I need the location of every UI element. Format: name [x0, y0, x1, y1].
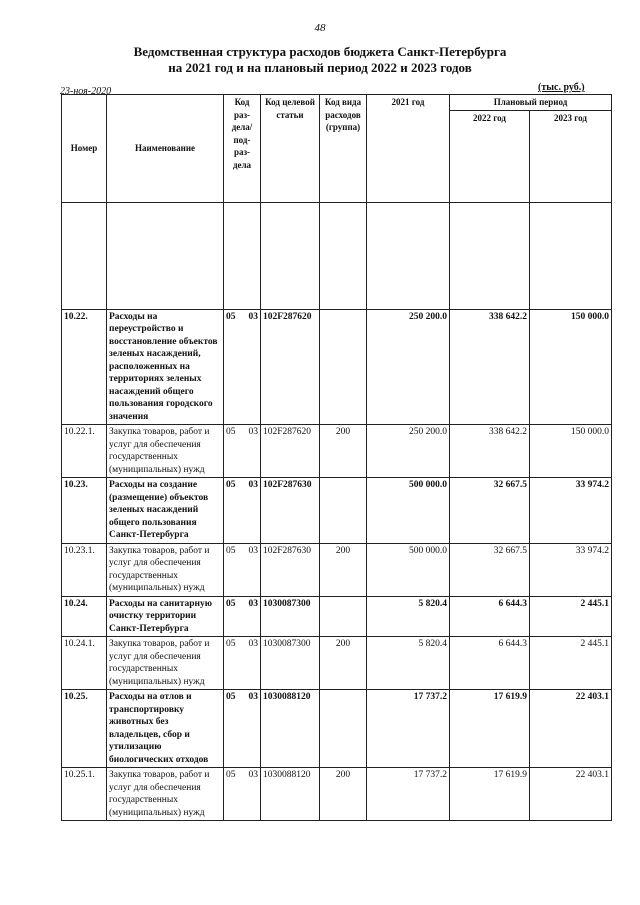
table-row [62, 596, 612, 637]
row-value-2022: 32 667.5 [450, 543, 530, 596]
row-number: 10.25. [62, 690, 107, 768]
row-value-2023: 22 403.1 [530, 768, 612, 821]
row-number: 10.24. [62, 596, 107, 637]
row-target: 102F287630 [261, 543, 320, 596]
row-subsection: 03 [242, 768, 261, 821]
header-2022: 2022 год [450, 110, 530, 202]
row-expense-type [320, 596, 367, 637]
row-number: 10.22. [62, 309, 107, 425]
row-number: 10.23.1. [62, 543, 107, 596]
row-value-2021: 17 737.2 [367, 768, 450, 821]
row-expense-type: 200 [320, 425, 367, 478]
row-name: Расходы на переустройство и восстановление объектов зеленых насаждений, расположенных на территориях зеленых насаждений общего пользования городского значения [107, 309, 224, 425]
row-subsection: 03 [242, 309, 261, 425]
header-planned: Плановый период [450, 95, 612, 111]
row-expense-type [320, 478, 367, 544]
row-value-2021: 250 200.0 [367, 425, 450, 478]
row-target: 1030088120 [261, 690, 320, 768]
title-line-2: на 2021 год и на плановый период 2022 и 2023 годов [168, 60, 472, 75]
row-value-2021: 500 000.0 [367, 543, 450, 596]
document-title [0, 44, 640, 76]
row-name: Закупка товаров, работ и услуг для обеспечения государственных (муниципальных) нужд [107, 637, 224, 690]
row-subsection: 03 [242, 543, 261, 596]
header-name: Наименование [107, 95, 224, 203]
row-expense-type [320, 690, 367, 768]
units-label: (тыс. руб.) [538, 82, 585, 93]
row-number: 10.25.1. [62, 768, 107, 821]
table-row [62, 543, 612, 596]
row-target: 102F287630 [261, 478, 320, 544]
table-row [62, 690, 612, 768]
row-subsection: 03 [242, 425, 261, 478]
row-value-2022: 338 642.2 [450, 425, 530, 478]
row-value-2022: 6 644.3 [450, 596, 530, 637]
row-section: 05 [224, 543, 242, 596]
row-subsection: 03 [242, 690, 261, 768]
row-subsection: 03 [242, 478, 261, 544]
row-name: Закупка товаров, работ и услуг для обеспечения государственных (муниципальных) нужд [107, 768, 224, 821]
row-subsection: 03 [242, 596, 261, 637]
row-value-2022: 6 644.3 [450, 637, 530, 690]
document-date: 23-ноя-2020 [60, 86, 112, 97]
row-number: 10.22.1. [62, 425, 107, 478]
row-expense-type: 200 [320, 543, 367, 596]
page-number: 48 [314, 22, 326, 34]
row-target: 1030088120 [261, 768, 320, 821]
row-section: 05 [224, 425, 242, 478]
row-value-2023: 33 974.2 [530, 478, 612, 544]
spacer-row [62, 202, 612, 309]
table-row [62, 637, 612, 690]
row-value-2023: 150 000.0 [530, 309, 612, 425]
row-section: 05 [224, 596, 242, 637]
row-section: 05 [224, 309, 242, 425]
header-expense-type: Код вида расходов (группа) [320, 95, 367, 203]
budget-table [61, 94, 612, 821]
row-value-2021: 250 200.0 [367, 309, 450, 425]
header-number: Номер [62, 95, 107, 203]
row-value-2021: 5 820.4 [367, 637, 450, 690]
row-section: 05 [224, 478, 242, 544]
row-name: Закупка товаров, работ и услуг для обеспечения государственных (муниципальных) нужд [107, 425, 224, 478]
row-value-2023: 150 000.0 [530, 425, 612, 478]
row-target: 102F287620 [261, 309, 320, 425]
row-value-2023: 33 974.2 [530, 543, 612, 596]
table-row [62, 768, 612, 821]
row-value-2022: 17 619.9 [450, 690, 530, 768]
header-2023: 2023 год [530, 110, 612, 202]
row-subsection: 03 [242, 637, 261, 690]
row-value-2021: 5 820.4 [367, 596, 450, 637]
row-target: 1030087300 [261, 596, 320, 637]
row-value-2023: 2 445.1 [530, 637, 612, 690]
row-expense-type [320, 309, 367, 425]
row-name: Расходы на отлов и транспортировку животных без владельцев, сбор и утилизацию биологических отходов [107, 690, 224, 768]
row-target: 102F287620 [261, 425, 320, 478]
row-number: 10.23. [62, 478, 107, 544]
header-section: Код раз- дела/ под- раз- дела [224, 95, 261, 203]
table-row [62, 425, 612, 478]
row-value-2021: 500 000.0 [367, 478, 450, 544]
row-value-2023: 22 403.1 [530, 690, 612, 768]
row-expense-type: 200 [320, 637, 367, 690]
row-name: Расходы на создание (размещение) объектов зеленых насаждений общего пользования Санкт-Петербурга [107, 478, 224, 544]
row-expense-type: 200 [320, 768, 367, 821]
row-value-2023: 2 445.1 [530, 596, 612, 637]
row-number: 10.24.1. [62, 637, 107, 690]
row-value-2021: 17 737.2 [367, 690, 450, 768]
table-row [62, 478, 612, 544]
row-name: Закупка товаров, работ и услуг для обеспечения государственных (муниципальных) нужд [107, 543, 224, 596]
row-section: 05 [224, 690, 242, 768]
header-2021: 2021 год [367, 95, 450, 203]
row-value-2022: 32 667.5 [450, 478, 530, 544]
row-section: 05 [224, 768, 242, 821]
table-row [62, 309, 612, 425]
row-name: Расходы на санитарную очистку территории Санкт-Петербурга [107, 596, 224, 637]
title-line-1: Ведомственная структура расходов бюджета Санкт-Петербурга [133, 44, 507, 59]
header-target: Код целевой статьи [261, 95, 320, 203]
row-value-2022: 338 642.2 [450, 309, 530, 425]
row-section: 05 [224, 637, 242, 690]
row-target: 1030087300 [261, 637, 320, 690]
row-value-2022: 17 619.9 [450, 768, 530, 821]
